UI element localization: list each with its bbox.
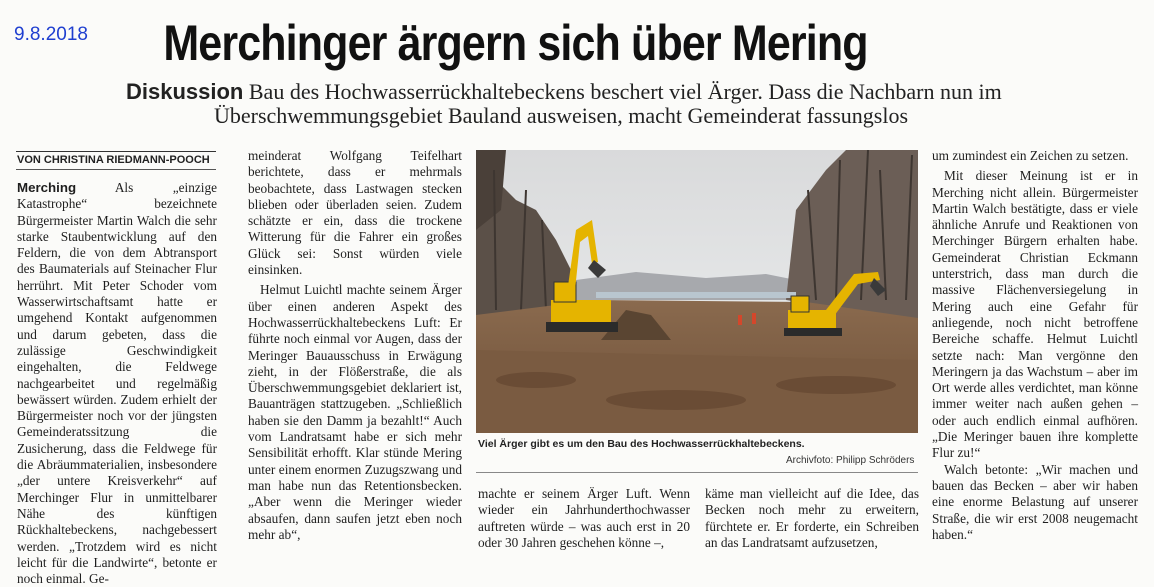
paragraph-text: Als „einzige Katastrophe“ bezeichnete Bürgermeister Martin Walch die sehr starke Staubentwicklung auf den Feldern, die von dem Abtransport des Baumaterials auf Steinacher Flur herrührt. Mit Peter Schoder vom Wasserwirtschaftsamt hatte er umgehend Kontakt aufgenommen und darum gebeten, dass die zulässige Geschwindigkeit eingehalten, die Feldwege nachgearbeitet und regelmäßig bewässert würden. Zudem erhielt der Bürgermeister noch vor der jüngsten Gemeinderatssitzung die Zusicherung, dass die Feldwege für die Abräummaterialien, insbesondere „der untere Kreisverkehr“ auf Merchinger Flur in unmittelbarer Nähe des künftigen Rückhaltebeckens, nachgebessert werden. „Trotzdem wird es nicht leicht für die Landwirte“, betonte er noch einmal. Ge- bbox=[17, 180, 218, 587]
byline-rule-bottom bbox=[16, 169, 216, 170]
paragraph: Helmut Luichtl machte seinem Ärger über einen anderen Aspekt des Hochwasserrückhaltebeckens Luft: Er führte noch einmal vor Augen, dass der Meringer Bauausschuss in Erwägung zieht, in der Flößerstraße, die als Überschwemmungsgebiet deklariert ist, Bauanträgen stattzugeben. „Schließlich haben sie den Damm ja bezahlt!“ Auch vom Landratsamt habe er sich mehr Sensibilität erhofft. Klar stünde Mering unter einem enormen Zuzugszwang und man habe nun das Retentionsbecken. „Aber wenn die Meringer wieder absaufen, dann saufen jetzt eben noch mehr ab“, bbox=[248, 282, 462, 542]
photo-caption: Viel Ärger gibt es um den Bau des Hochwasserrückhaltebeckens. bbox=[478, 438, 805, 450]
article-column-3 bbox=[478, 486, 690, 551]
subhead-keyword: Diskussion bbox=[126, 79, 244, 104]
byline-rule-top bbox=[16, 151, 216, 152]
subhead-line-1: Bau des Hochwasserrückhaltebeckens beschert viel Ärger. Dass die Nachbarn nun im bbox=[248, 79, 1002, 104]
clipping-date: 9.8.2018 bbox=[14, 24, 88, 45]
article-column-2 bbox=[248, 148, 462, 543]
photo-credit: Archivfoto: Philipp Schröders bbox=[786, 455, 915, 466]
byline: VON CHRISTINA RIEDMANN-POOCH bbox=[17, 154, 210, 166]
paragraph: käme man vielleicht auf die Idee, das Becken noch mehr zu erweitern, fürchtete er. Er forderte, ein Schreiben an das Landratsamt aufzusetzen, bbox=[705, 486, 919, 550]
article-column-5 bbox=[932, 148, 1138, 543]
paragraph: Walch betonte: „Wir machen und bauen das Becken – aber wir haben eine enorme Belastung auf unserer Straße, die wir erst 2008 neugemacht haben.“ bbox=[932, 461, 1138, 542]
subhead-line-2: Überschwemmungsgebiet Bauland ausweisen, macht Gemeinderat fassungslos bbox=[214, 103, 909, 128]
paragraph bbox=[17, 180, 217, 587]
article-column-1 bbox=[17, 180, 217, 587]
paragraph: Mit dieser Meinung ist er in Merching nicht allein. Bürgermeister Martin Walch bestätigte, dass er viele ähnliche Anrufe und Reaktionen von Merchinger Bürgern erhalten habe. Gemeinderat Christian Eckmann unterstrich, dass man durch die massive Flächenversiegelung in Mering auch eine Gefahr für anliegende, noch nicht betroffene Bereiche schaffe. Helmut Luichtl setzte nach: Man vergönne den Meringern ja das Wachstum – aber im Ort werde alles verdichtet, man könne immer weiter nach außen gehen – oder auch endlich einmal aufhören. „Die Meringer bauen ihre komplette Flur zu!“ bbox=[932, 168, 1138, 461]
paragraph: um zumindest ein Zeichen zu setzen. bbox=[932, 148, 1129, 163]
paragraph: meinderat Wolfgang Teifelhart berichtete, dass er mehrmals beobachtete, dass Lastwagen stecken blieben oder überladen seien. Zudem schätzte er ein, dass die trockene Witterung für die Fahrer ein großes Glück sei: Sonst würden viele einsinken. bbox=[248, 148, 462, 278]
subheadline bbox=[126, 80, 1056, 128]
construction-photo bbox=[476, 150, 918, 433]
article-column-4 bbox=[705, 486, 919, 551]
photo-divider bbox=[476, 472, 918, 473]
photo-image bbox=[476, 150, 918, 433]
dateline: Merching bbox=[17, 180, 77, 195]
headline: Merchinger ärgern sich über Mering bbox=[163, 15, 868, 71]
paragraph: machte er seinem Ärger Luft. Wenn wieder ein Jahrhunderthochwasser auftreten würde – was auch erst in 20 oder 30 Jahren geschehen könne –, bbox=[478, 486, 690, 550]
